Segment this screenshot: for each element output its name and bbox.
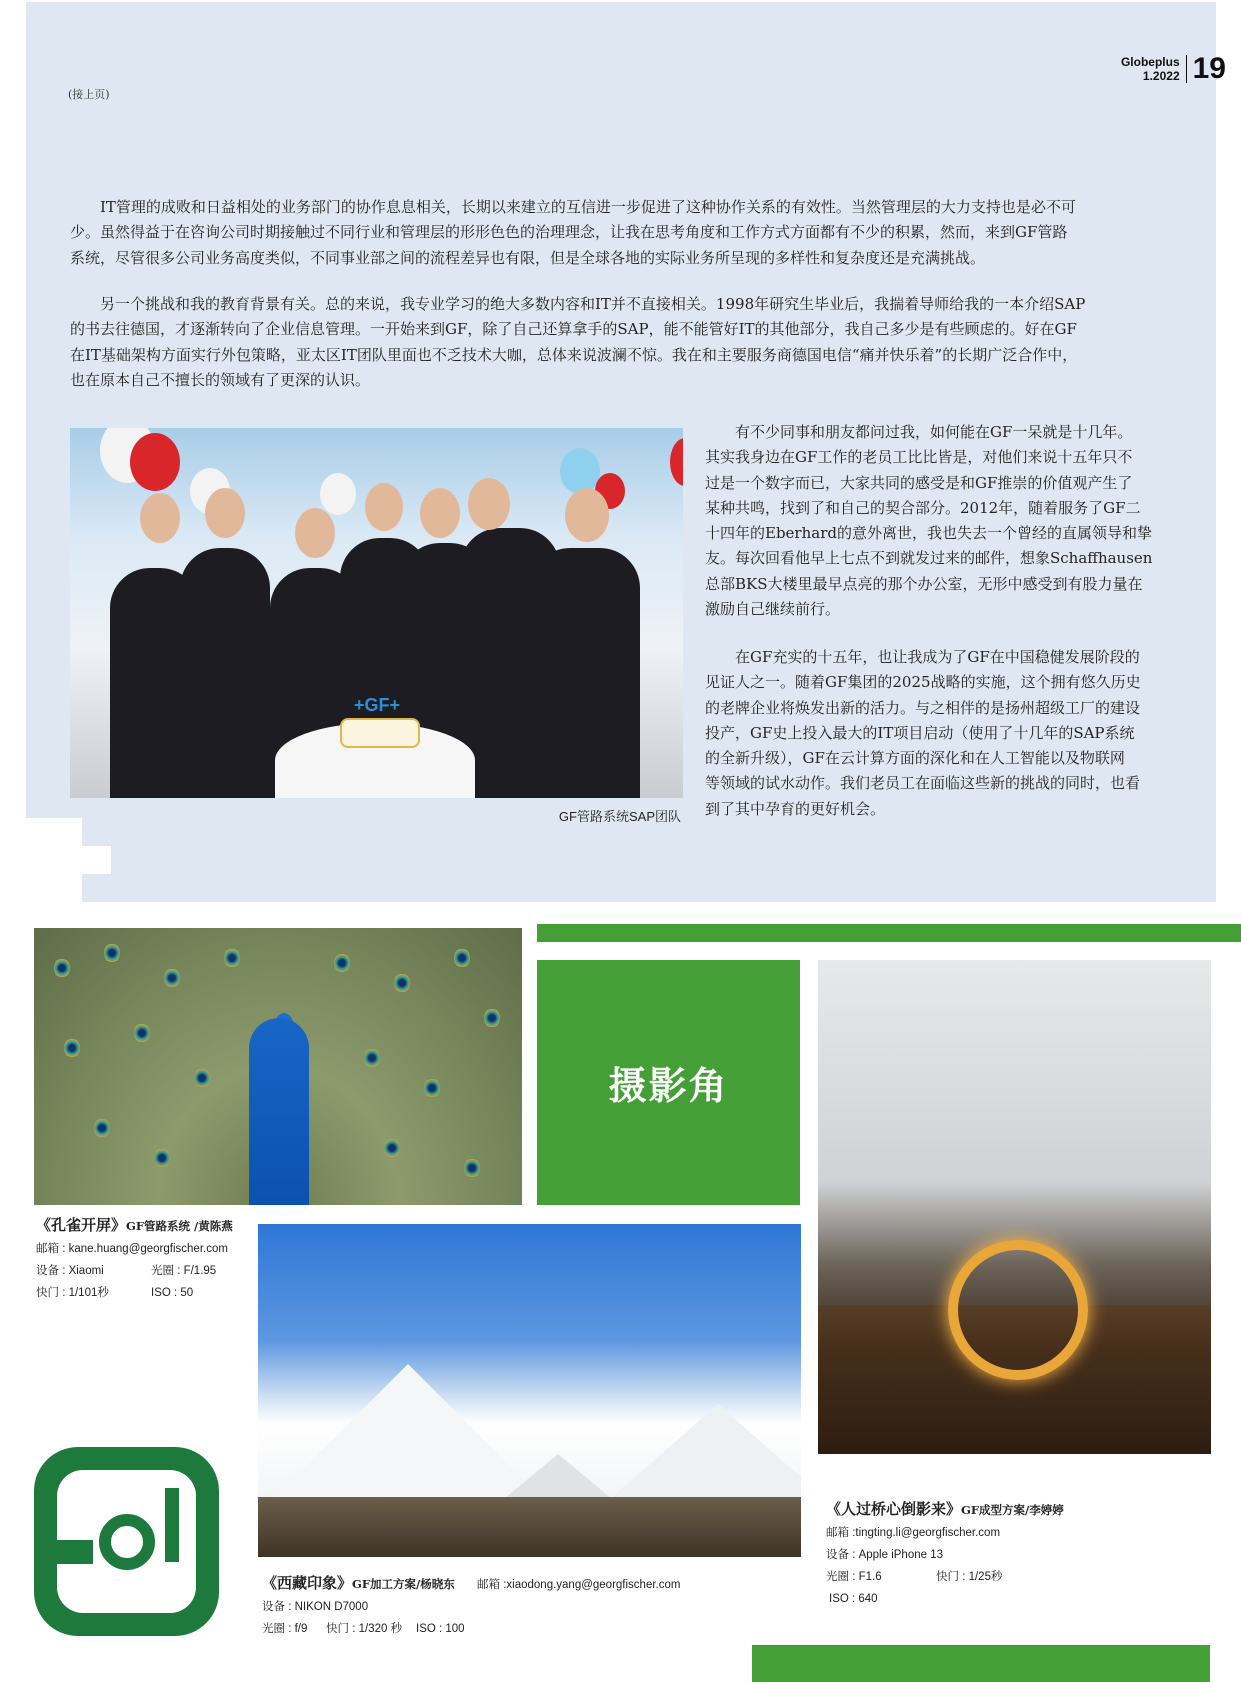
camera-icon-inner — [57, 1470, 196, 1613]
line: 到了其中孕育的更好机会。 — [705, 799, 886, 818]
photo-shutter: 快门 : 1/101秒 — [36, 1287, 109, 1299]
team-member-face — [365, 483, 403, 531]
cake-logo-text: +GF+ — [354, 695, 401, 715]
bridge-caption — [826, 1498, 1064, 1610]
line: 见证人之一。随着GF集团的2025战略的实施，这个拥有悠久历史 — [705, 673, 1141, 692]
feather-eye — [194, 1068, 210, 1088]
line: 总部BKS大楼里最早点亮的那个办公室，无形中感受到有股力量在 — [705, 574, 1143, 593]
green-footer-bar — [752, 1645, 1210, 1682]
line: 有不少同事和朋友都问过我，如何能在GF一呆就是十几年。 — [735, 423, 1133, 441]
peacock-photo — [34, 928, 522, 1205]
photo-aperture: 光圈 : F1.6 — [826, 1571, 882, 1583]
balloon — [560, 448, 600, 494]
photo-aperture: 光圈 : f/9 — [262, 1623, 308, 1635]
line: 投产，GF史上投入最大的IT项目启动（使用了十几年的SAP系统 — [705, 723, 1135, 742]
photo-byline: GF管路系统 /黄陈燕 — [126, 1219, 233, 1233]
feather-eye — [424, 1078, 440, 1098]
balloon — [130, 433, 180, 491]
team-photo-caption: GF管路系统SAP团队 — [558, 809, 681, 824]
feather-eye — [394, 973, 410, 993]
line: IT管理的成败和日益相处的业务部门的协作息息相关，长期以来建立的互信进一步促进了这种协作关系的有效性。当然管理层的大力支持也是必不可 — [100, 198, 1076, 216]
feather-eye — [384, 1138, 400, 1158]
bridge-photo — [818, 960, 1211, 1454]
paragraph-4 — [705, 645, 1189, 822]
line: 也在原本自己不擅长的领域有了更深的认识。 — [70, 370, 371, 389]
photo-device: 设备 : NIKON D7000 — [262, 1601, 369, 1613]
team-member-face — [468, 478, 510, 530]
line: 在GF充实的十五年，也让我成为了GF在中国稳健发展阶段的 — [735, 648, 1140, 666]
team-member-face — [295, 508, 335, 558]
photo-device: 设备 : Xiaomi — [36, 1265, 104, 1277]
line: 在IT基础架构方面实行外包策略，亚太区IT团队里面也不乏技术大咖，总体来说波澜不惊。我在和主要服务商德国电信“痛并快乐着”的长期广泛合作中， — [70, 345, 1078, 364]
caption-row — [826, 1566, 1064, 1588]
feather-eye — [164, 968, 180, 988]
camera-icon-bar — [165, 1488, 179, 1562]
team-member — [180, 548, 270, 798]
team-member-face — [565, 488, 609, 542]
line: 过是一个数字而已，大家共同的感受是和GF推崇的价值观产生了 — [705, 473, 1133, 492]
team-member-face — [420, 488, 460, 538]
feather-eye — [364, 1048, 380, 1068]
team-member — [530, 548, 640, 798]
page-number: 19 — [1192, 52, 1226, 85]
photo-iso: ISO : 50 — [151, 1287, 194, 1299]
camera-icon-notch — [57, 1540, 93, 1564]
team-member-face — [205, 488, 245, 538]
valley-ground — [258, 1497, 801, 1557]
panel-corner-fill — [82, 818, 110, 846]
caption-title-row — [36, 1214, 233, 1238]
photo-iso: ISO : 640 — [829, 1593, 878, 1605]
feather-eye — [94, 1118, 110, 1138]
feather-eye — [334, 953, 350, 973]
photo-shutter: 快门 : 1/320 秒 — [326, 1623, 403, 1635]
photo-email: 邮箱 :tingting.li@georgfischer.com — [826, 1527, 1001, 1539]
line: 十四年的Eberhard的意外离世，我也失去一个曾经的直属领导和挚 — [705, 524, 1152, 543]
continued-label: (接上页) — [68, 88, 110, 101]
brand-name: Globeplus — [1120, 55, 1180, 69]
camera-icon — [34, 1447, 219, 1636]
peacock-body — [249, 1018, 309, 1205]
section-title: 摄影角 — [608, 1063, 729, 1108]
team-member-face — [140, 493, 180, 543]
caption-row — [262, 1618, 680, 1640]
team-photo — [70, 428, 683, 798]
caption-title-row — [826, 1498, 1064, 1522]
balloon — [670, 438, 683, 486]
photo-device: 设备 : Apple iPhone 13 — [826, 1549, 943, 1561]
line: 其实我身边在GF工作的老员工比比皆是，对他们来说十五年只不 — [705, 448, 1133, 467]
balloon — [320, 473, 356, 515]
line: 另一个挑战和我的教育背景有关。总的来说，我专业学习的绝大多数内容和IT并不直接相关。1998年研究生毕业后，我揣着导师给我的一本介绍SAP — [100, 295, 1086, 313]
feather-eye — [484, 1008, 500, 1028]
paragraph-1 — [70, 195, 1192, 271]
line: 的书去往德国，才逐渐转向了企业信息管理。一开始来到GF，除了自己还算拿手的SAP，能不能管好IT的其他部分，我自己多少是有些顾虑的。好在GF — [70, 320, 1077, 339]
line: 的全新升级），GF在云计算方面的深化和在人工智能以及物联网 — [705, 749, 1125, 768]
feather-eye — [54, 958, 70, 978]
feather-eye — [64, 1038, 80, 1058]
paragraph-2 — [70, 292, 1192, 393]
camera-icon-lens — [99, 1514, 155, 1570]
line: 激励自己继续前行。 — [705, 600, 841, 619]
caption-row — [36, 1260, 233, 1282]
photo-iso: ISO : 100 — [416, 1623, 465, 1635]
line: 某种共鸣，找到了和自己的契合部分。2012年，随着服务了GF二 — [705, 498, 1141, 517]
photo-email: 邮箱 : kane.huang@georgfischer.com — [36, 1243, 228, 1255]
photo-byline: GF加工方案/杨晓东 — [352, 1577, 455, 1591]
photo-title: 《西藏印象》 — [262, 1574, 353, 1592]
photo-title: 《孔雀开屏》 — [36, 1216, 127, 1234]
page-header — [1121, 52, 1226, 86]
paragraph-3 — [705, 420, 1189, 622]
photo-shutter: 快门 : 1/25秒 — [936, 1571, 1003, 1583]
issue-number: 1.2022 — [1142, 69, 1180, 83]
line: 少。虽然得益于在咨询公司时期接触过不同行业和管理层的形形色色的治理理念，让我在思考角度和工作方式方面都有不少的积累，然而，来到GF管路 — [70, 223, 1068, 242]
panel-corner-cut — [26, 846, 111, 874]
line: 的老牌企业将焕发出新的活力。与之相伴的是扬州超级工厂的建设 — [705, 698, 1141, 717]
photo-title: 《人过桥心倒影来》 — [826, 1500, 962, 1518]
photo-email: 邮箱 :xiaodong.yang@georgfischer.com — [477, 1579, 681, 1591]
caption-title-row — [262, 1572, 680, 1596]
bridge-arch — [948, 1240, 1088, 1380]
magazine-brand — [1121, 55, 1187, 83]
caption-row — [36, 1282, 233, 1304]
feather-eye — [454, 948, 470, 968]
cake — [340, 718, 420, 748]
tibet-caption — [262, 1572, 680, 1640]
photo-byline: GF成型方案/李婷婷 — [961, 1503, 1064, 1517]
green-divider-bar — [537, 924, 1241, 942]
line: 等领域的试水动作。我们老员工在面临这些新的挑战的同时，也看 — [705, 774, 1141, 793]
peacock-caption — [36, 1214, 233, 1304]
line: 友。每次回看他早上七点不到就发过来的邮件，想象Schaffhausen — [705, 549, 1153, 568]
line: 系统，尽管很多公司业务高度类似，不同事业部之间的流程差异也有限，但是全球各地的实际业务所呈现的多样性和复杂度还是充满挑战。 — [70, 248, 986, 267]
feather-eye — [104, 943, 120, 963]
section-title-box — [537, 960, 800, 1205]
feather-eye — [224, 948, 240, 968]
feather-eye — [464, 1158, 480, 1178]
feather-eye — [134, 1023, 150, 1043]
tibet-photo — [258, 1224, 801, 1557]
photo-aperture: 光圈 : F/1.95 — [151, 1265, 217, 1277]
feather-eye — [154, 1148, 170, 1168]
